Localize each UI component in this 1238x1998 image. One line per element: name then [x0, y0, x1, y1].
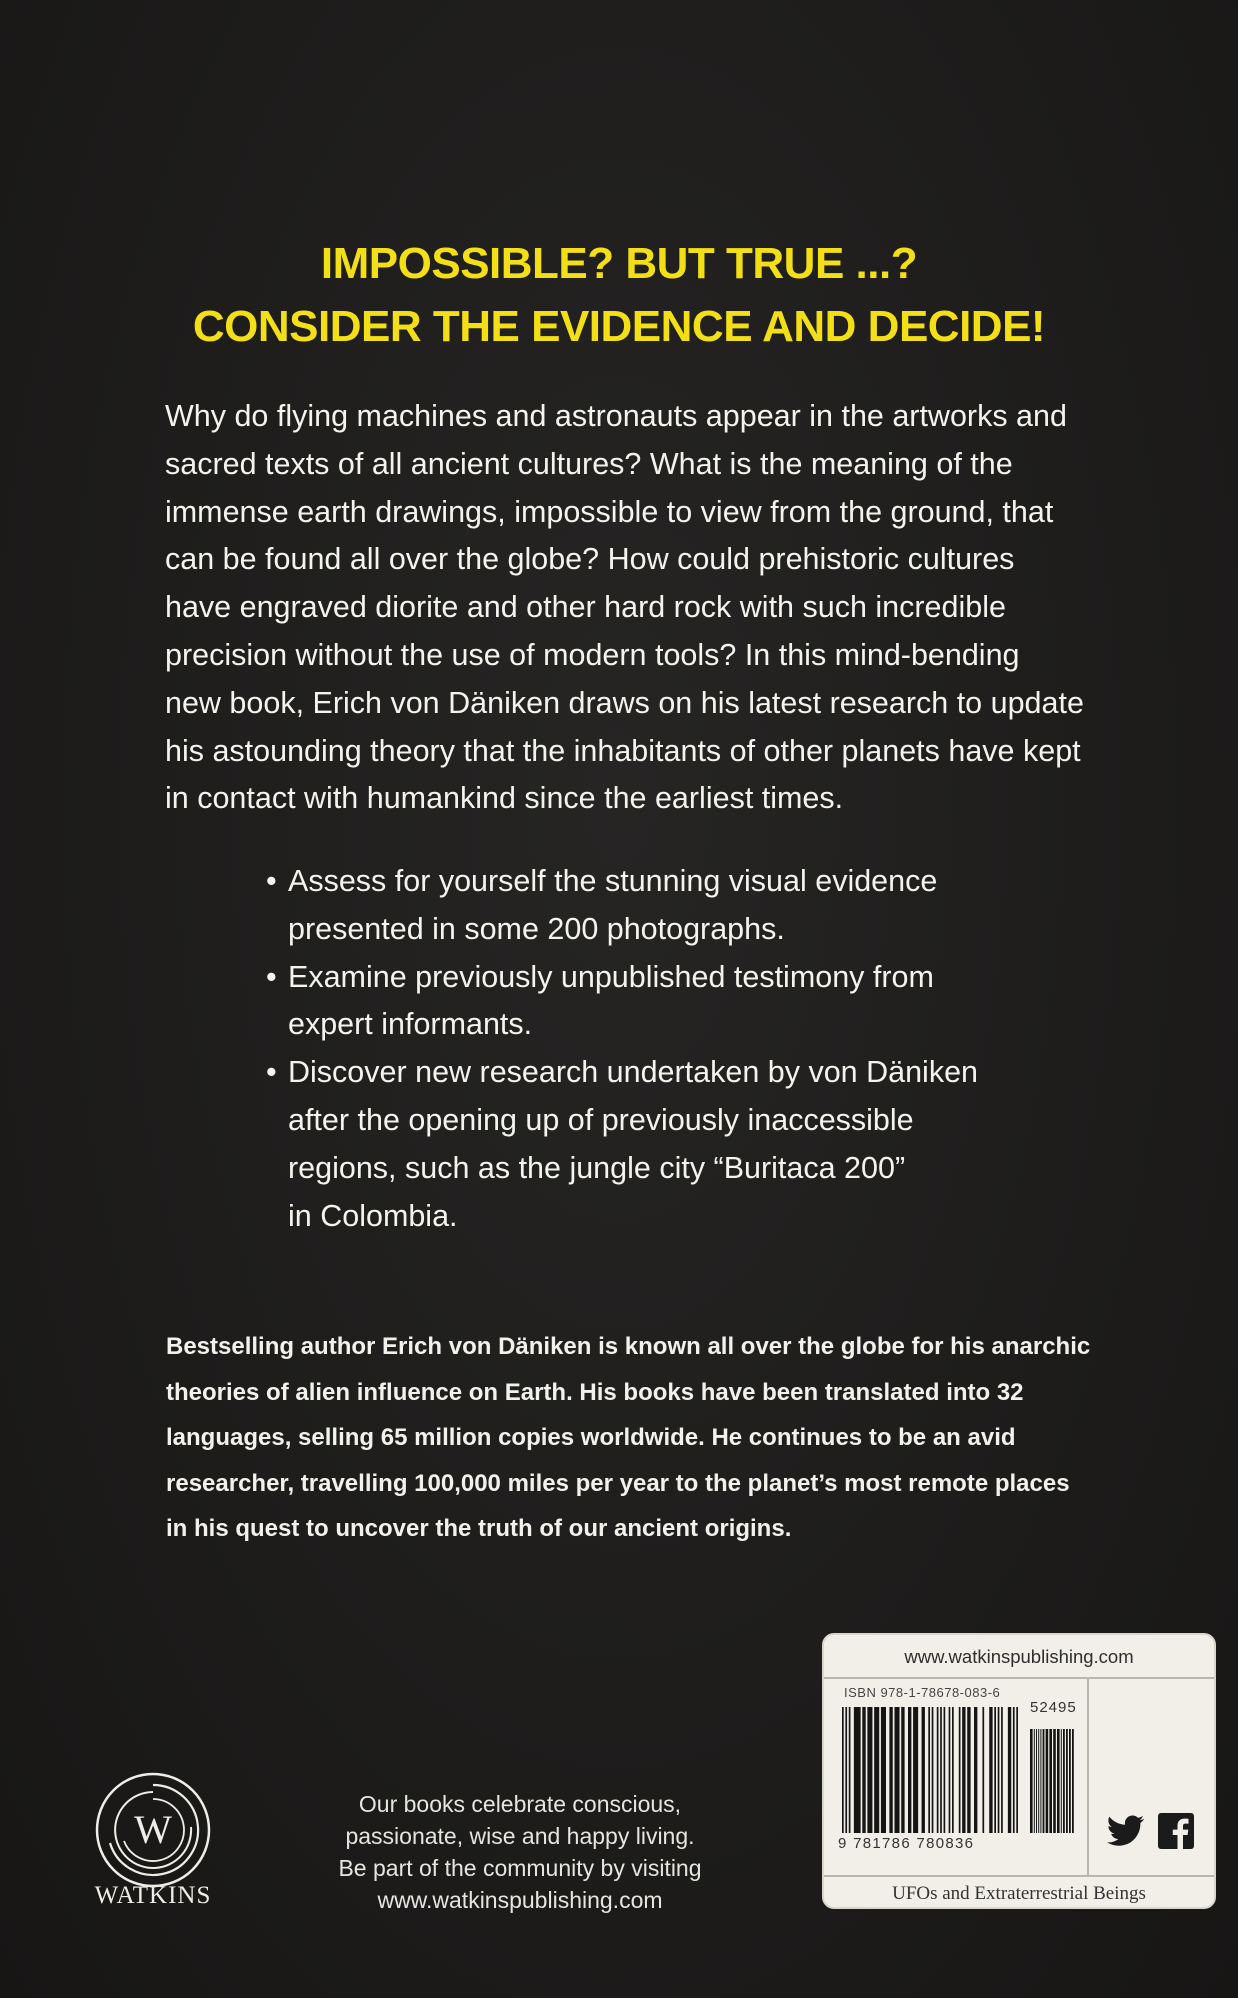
twitter-icon: [1107, 1816, 1144, 1846]
bullet-line: • Examine previously unpublished testimony from: [288, 959, 934, 994]
addon-bar: [1030, 1729, 1033, 1833]
price-code: 52495: [1030, 1699, 1077, 1716]
intro-line: Why do flying machines and astronauts appear in the artworks and: [165, 399, 1067, 433]
bio-line: researcher, travelling 100,000 miles per year to the planet’s most remote places: [166, 1469, 1070, 1497]
barcode-bar: [982, 1707, 984, 1833]
barcode-bar: [944, 1707, 946, 1833]
barcode-bar: [862, 1707, 865, 1833]
tagline-line: passionate, wise and happy living.: [345, 1823, 695, 1849]
barcode-bar: [952, 1707, 954, 1833]
addon-bar: [1061, 1729, 1062, 1833]
barcode-bar: [1016, 1707, 1018, 1833]
intro-paragraph: [165, 393, 1175, 823]
addon-bar: [1066, 1729, 1068, 1833]
social-icons: [1102, 1807, 1206, 1855]
tagline-line: Be part of the community by visiting: [338, 1855, 702, 1881]
intro-line: have engraved diorite and other hard rock with such incredible: [165, 590, 1006, 625]
barcode-bar: [842, 1707, 844, 1833]
bullet-item: [266, 1049, 1026, 1240]
bullet-line: presented in some 200 photographs.: [288, 911, 785, 946]
barcode-bar: [874, 1707, 879, 1833]
barcode-bar: [928, 1707, 930, 1833]
addon-bar: [1053, 1729, 1056, 1833]
barcode-bar: [974, 1707, 977, 1833]
bullet-line: regions, such as the jungle city “Buritaca 200”: [288, 1150, 906, 1185]
headline: [0, 232, 1238, 358]
barcode-bar: [994, 1707, 996, 1833]
barcode-bar: [967, 1707, 970, 1833]
addon-bar: [1046, 1729, 1049, 1833]
watkins-logo: [88, 1765, 218, 1895]
barcode-bar: [1013, 1707, 1015, 1833]
bio-line: languages, selling 65 million copies worldwide. He continues to be an avid: [166, 1424, 1016, 1451]
intro-line: immense earth drawings, impossible to view from the ground, that: [165, 494, 1054, 529]
bullet-line: in Colombia.: [288, 1198, 458, 1233]
addon-bar: [1040, 1729, 1041, 1833]
isbn-label: ISBN 978-1-78678-083-6: [844, 1685, 1001, 1700]
addon-bar: [1069, 1729, 1071, 1833]
barcode-panel: [822, 1633, 1216, 1909]
barcode-digits: 9 781786 780836: [838, 1835, 975, 1852]
headline-line-1: IMPOSSIBLE? BUT TRUE ...?: [320, 239, 918, 288]
barcode-bar: [932, 1707, 934, 1833]
barcode-bar: [845, 1707, 847, 1833]
bullet-line: after the opening up of previously inaccessible: [288, 1102, 914, 1137]
addon-bar: [1036, 1729, 1037, 1833]
addon-bar: [1063, 1729, 1065, 1833]
publisher-name: WATKINS: [94, 1882, 212, 1909]
tagline-line: www.watkinspublishing.com: [377, 1887, 663, 1913]
intro-line: precision without the use of modern tools? In this mind-bending: [165, 637, 1020, 672]
bullet-item: [266, 858, 1026, 954]
author-bio: [166, 1324, 1146, 1552]
bullet-line: • Discover new research undertaken by von Däniken: [288, 1055, 979, 1090]
addon-bar: [1043, 1729, 1045, 1833]
addon-bar: [1057, 1729, 1060, 1833]
barcode-bar: [867, 1707, 872, 1833]
bullet-line: expert informants.: [288, 1007, 533, 1042]
bio-line: theories of alien influence on Earth. His books have been translated into 32: [166, 1378, 1024, 1406]
barcode-bar: [913, 1707, 918, 1833]
barcode-bar: [908, 1707, 911, 1833]
barcode-bar: [889, 1707, 892, 1833]
barcode-bar: [949, 1707, 951, 1833]
barcode-bar: [881, 1707, 886, 1833]
headline-line-2: CONSIDER THE EVIDENCE AND DECIDE!: [192, 302, 1046, 351]
publisher-url: www.watkinspublishing.com: [824, 1635, 1214, 1679]
publisher-tagline: [300, 1788, 740, 1916]
barcode-bar: [901, 1707, 904, 1833]
barcode-bar: [894, 1707, 899, 1833]
facebook-icon: [1158, 1813, 1194, 1849]
barcode-bar: [989, 1707, 992, 1833]
barcode-bar: [1008, 1707, 1011, 1833]
bullet-line: • Assess for yourself the stunning visual evidence: [288, 864, 938, 898]
barcode-bars: [842, 1707, 1078, 1833]
logo-letter: W: [134, 1807, 172, 1852]
intro-line: sacred texts of all ancient cultures? What is the meaning of the: [165, 446, 1013, 481]
barcode-bar: [849, 1707, 851, 1833]
addon-bar: [1038, 1729, 1039, 1833]
addon-bar: [1034, 1729, 1035, 1833]
barcode-bar: [959, 1707, 961, 1833]
intro-line: his astounding theory that the inhabitants of other planets have kept: [165, 733, 1081, 768]
tagline-line: Our books celebrate conscious,: [358, 1791, 682, 1817]
barcode-bar: [922, 1707, 925, 1833]
intro-line: can be found all over the globe? How could prehistoric cultures: [165, 542, 1015, 577]
addon-bar: [1049, 1729, 1052, 1833]
barcode-divider: [1087, 1679, 1089, 1875]
barcode-bar: [940, 1707, 942, 1833]
bio-line: in his quest to uncover the truth of our ancient origins.: [166, 1515, 792, 1542]
barcode-bar: [854, 1707, 861, 1833]
bullet-item: [266, 954, 1026, 1050]
barcode-bar: [937, 1707, 939, 1833]
barcode-bar: [962, 1707, 965, 1833]
bio-line: Bestselling author Erich von Däniken is known all over the globe for his anarchic: [166, 1333, 1091, 1360]
genre-category: UFOs and Extraterrestrial Beings: [824, 1875, 1214, 1909]
intro-line: in contact with humankind since the earliest times.: [165, 781, 844, 816]
intro-line: new book, Erich von Däniken draws on his latest research to update: [165, 685, 1084, 720]
feature-bullet-list: [266, 858, 1026, 1240]
addon-bar: [1072, 1729, 1074, 1833]
barcode-bar: [1001, 1707, 1003, 1833]
barcode-bar: [998, 1707, 1000, 1833]
